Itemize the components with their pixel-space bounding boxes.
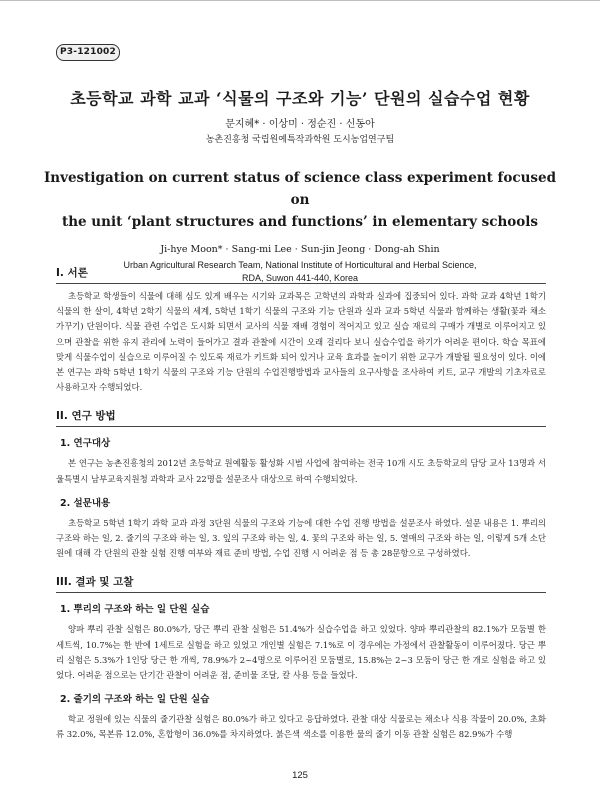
page-number: 125 <box>292 770 308 781</box>
english-title-line-2: the unit ‘plant structures and functions’ in elementary schools <box>61 214 539 230</box>
methods-subsection-1-text: 본 연구는 농촌진흥청의 2012년 초등학교 원예활동 활성화 시범 사업에 참여하는 전국 10개 시도 초등학교의 담당 교사 13명과 서울특별시 남부교육지원청 과학과 교사 22명을 설문조사 대상으로 하여 수행되었다. <box>56 458 546 484</box>
english-affiliation-line-2: RDA, Suwon 441-440, Korea <box>241 273 359 283</box>
results-subsection-2-title: 2. 줄기의 구조와 하는 일 단원 실습 <box>60 694 210 706</box>
paper-header <box>40 88 560 285</box>
paper-body <box>56 266 546 743</box>
section-methods-title: II. 연구 방법 <box>56 409 546 427</box>
methods-subsection-1-title: 1. 연구대상 <box>60 438 111 450</box>
results-subsection-1-text: 양파 뿌리 관찰 실험은 80.0%가, 당근 뿌리 관찰 실험은 51.4%가 실습수업을 하고 있었다. 양파 뿌리관찰의 82.1%가 모둠별 한 세트씩, 10.7%는 한 반에 1세트로 실험을 하고 있었고 개인별 실험은 7.1%로 이 경우에는 가정에서 관찰활동이 이루어졌다. 당근 뿌리 실험은 5.3%가 1인당 당근 한 개씩, 78.9%가 2~4명으로 이루어진 모둠별로, 15.8%는 2~3 모둠이 당근 한 개로 실험을 하고 있었다. 어려운 점으로는 단기간 관찰이 어려운 점, 준비물 조달, 칼 사용 등을 들었다. <box>56 624 546 681</box>
results-subsection-1-title: 1. 뿌리의 구조와 하는 일 단원 실습 <box>60 604 210 616</box>
section-intro-title: I. 서론 <box>56 266 546 284</box>
poster-code-badge: P3-121002 <box>56 44 120 61</box>
english-affiliation-line-1: Urban Agricultural Research Team, National Institute of Horticultural and Herbal Science, <box>123 260 477 270</box>
top-rule <box>0 0 600 1</box>
methods-subsection-2-title: 2. 설문내용 <box>60 497 111 509</box>
section-intro-text: 초등학교 학생들이 식물에 대해 심도 있게 배우는 시기와 교과목은 고학년의 과학과 실과에 집중되어 있다. 과학 교과 4학년 1학기 식물의 한 살이, 4학년 2학기 식물의 세계, 5학년 1학기 식물의 구조와 기능 단원과 실과 교과 5학년 식물과 함께하는 생활(꽃과 채소 가꾸기) 단원이다. 식물 관련 수업은 도시화 되면서 교사의 식물 재배 경험이 적어지고 있고 실습 재료의 구매가 개별로 이루어지고 있으며 관찰을 위한 유지 관리에 노력이 들어가고 결과 관찰에 시간이 오래 걸리다 보니 실습수업을 하기가 어려운 편이다. 학습 목표에 맞게 식물수업이 실습으로 이루어질 수 있도록 재료가 키트화 되어 있거나 교육 효과를 높이기 위한 교구가 개발될 필요성이 있다. 이에 본 연구는 과학 5학년 1학기 식물의 구조와 기능 단원의 수업진행방법과 교사들의 요구사항을 조사하여 키트, 교구 개발의 기초자료로 사용하고자 수행되었다. <box>56 291 546 393</box>
korean-authors: 문지혜* · 이상미 · 정순진 · 신동아 <box>225 119 375 130</box>
english-title <box>40 167 560 233</box>
english-title-line-1: Investigation on current status of science class experiment focused on <box>43 170 557 208</box>
results-subsection-2-text: 학교 정원에 있는 식물의 줄기관찰 실험은 80.0%가 하고 있다고 응답하였다. 관찰 대상 식물로는 채소나 식용 작물이 20.0%, 초화류 32.0%, 목본류 12.0%, 혼합형이 36.0%를 차지하였다. 붉은색 색소를 이용한 물의 줄기 이동 관찰 실험은 82.9%가 수행 <box>56 714 546 740</box>
english-authors: Ji-hye Moon* · Sang-mi Lee · Sun-jin Jeong · Dong-ah Shin <box>160 244 440 255</box>
korean-affiliation: 농촌진흥청 국립원예특작과학원 도시농업연구팀 <box>205 135 395 145</box>
korean-title: 초등학교 과학 교과 ‘식물의 구조와 기능’ 단원의 실습수업 현황 <box>70 89 530 108</box>
section-results-title: III. 결과 및 고찰 <box>56 575 546 593</box>
methods-subsection-2-text: 초등학교 5학년 1학기 과학 교과 과정 3단원 식물의 구조와 기능에 대한 수업 진행 방법을 설문조사 하였다. 설문 내용은 1. 뿌리의 구조와 하는 일, 2. 줄기의 구조와 하는 일, 3. 잎의 구조와 하는 일, 4. 꽃의 구조와 하는 일, 5. 열매의 구조와 하는 일, 이렇게 5개 소단원에 대해 각 단원의 관찰 실험 진행 여부와 재료 준비 방법, 수업 진행 시 어려운 점 등 총 28문항으로 구성하였다. <box>56 517 546 559</box>
